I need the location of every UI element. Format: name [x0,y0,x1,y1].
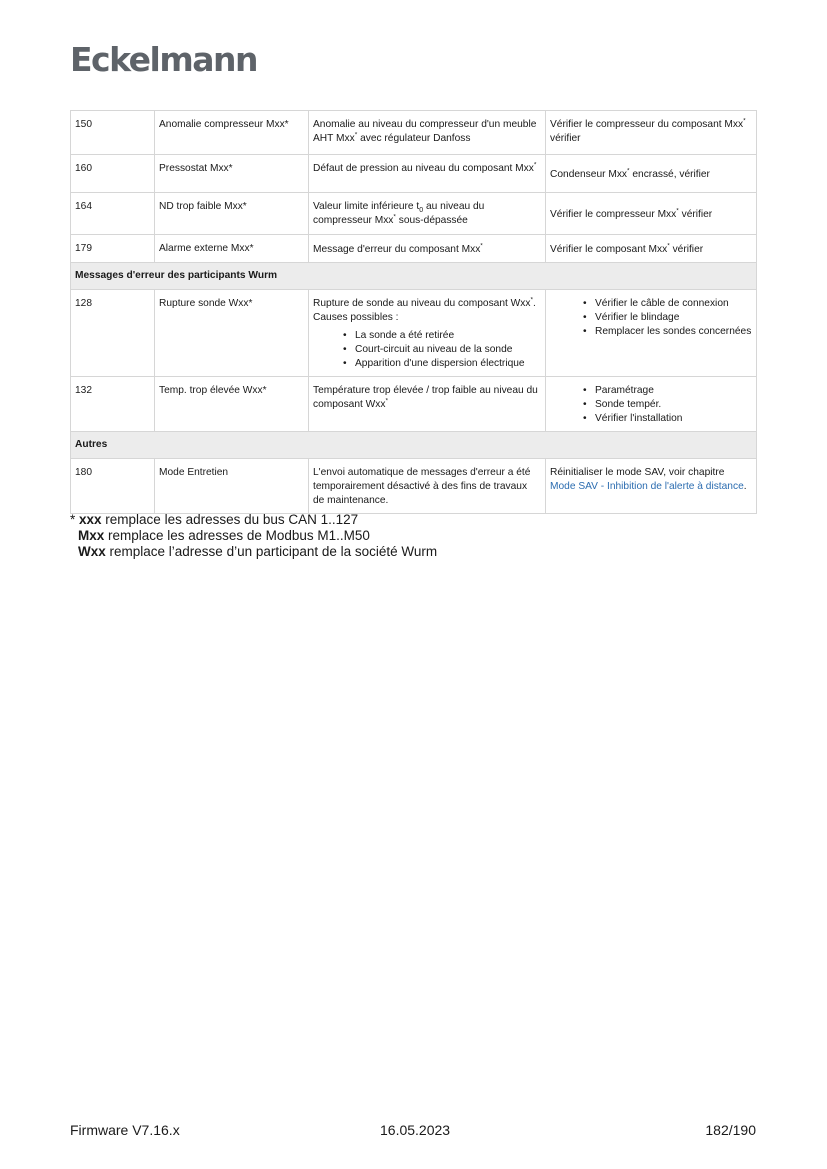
table-row [71,193,757,235]
footnote-xxx: * xxx remplace les adresses du bus CAN 1..127 [70,512,359,527]
footer-firmware: Firmware V7.16.x [70,1122,180,1138]
list-item: • Vérifier le blindage [550,311,752,325]
footer-page-number: 182/190 [705,1122,756,1138]
eckelmann-logo: Eckelmann [70,40,257,79]
list-item: • Vérifier l'installation [550,412,752,426]
list-item: • Court-circuit au niveau de la sonde [313,343,541,357]
table-row [71,377,757,432]
causes-list [313,329,541,371]
error-description: Température trop élevée / trop faible au niveau du composant Wxx* [309,377,546,432]
section-header-autres [71,432,757,459]
list-item: • Paramétrage [550,384,752,398]
error-code: 150 [71,111,155,155]
table-row [71,459,757,514]
section-header-wurm [71,263,757,290]
list-item: • Apparition d'une dispersion électrique [313,357,541,371]
error-description: Rupture de sonde au niveau du composant Wxx*. Causes possibles : • La sonde a été retirée • Court-circuit au niveau de la sonde • Apparition d'une dispersion électrique [309,290,546,377]
error-code: 164 [71,193,155,235]
error-name: Temp. trop élevée Wxx* [155,377,309,432]
error-name: Mode Entretien [155,459,309,514]
error-name: ND trop faible Mxx* [155,193,309,235]
footnote-wxx: Wxx remplace l’adresse d’un participant de la société Wurm [78,544,438,559]
error-name: Pressostat Mxx* [155,155,309,193]
error-solution [546,377,757,432]
section-title: Messages d'erreur des participants Wurm [71,263,757,290]
error-name: Alarme externe Mxx* [155,235,309,263]
table-row [71,155,757,193]
error-code: 179 [71,235,155,263]
error-solution: Vérifier le composant Mxx* vérifier [546,235,757,263]
error-solution: Vérifier le compresseur Mxx* vérifier [546,193,757,235]
footnote-mxx: Mxx remplace les adresses de Modbus M1..M50 [78,528,370,543]
table-row [71,290,757,377]
error-solution: Réinitialiser le mode SAV, voir chapitre Mode SAV - Inhibition de l'alerte à distance. [546,459,757,514]
error-code: 160 [71,155,155,193]
list-item: • Remplacer les sondes concernées [550,325,752,339]
error-name: Anomalie compresseur Mxx* [155,111,309,155]
service-mode-link[interactable]: Mode SAV - Inhibition de l'alerte à distance [550,481,744,492]
error-code: 128 [71,290,155,377]
error-code: 132 [71,377,155,432]
error-solution [546,290,757,377]
error-code: 180 [71,459,155,514]
error-messages-table [70,110,757,514]
error-description: L'envoi automatique de messages d'erreur a été temporairement désactivé à des fins de travaux de maintenance. [309,459,546,514]
list-item: • Vérifier le câble de connexion [550,297,752,311]
error-description: Message d'erreur du composant Mxx* [309,235,546,263]
list-item: • Sonde tempér. [550,398,752,412]
error-description: Anomalie au niveau du compresseur d'un meuble AHT Mxx* avec régulateur Danfoss [309,111,546,155]
section-title: Autres [71,432,757,459]
table-row [71,111,757,155]
solutions-list [550,384,752,426]
error-description: Valeur limite inférieure $t_0$ au niveau du compresseur Mxx* sous-dépassée [309,193,546,235]
table-row [71,235,757,263]
error-description: Défaut de pression au niveau du composant Mxx* [309,155,546,193]
error-name: Rupture sonde Wxx* [155,290,309,377]
footer-date: 16.05.2023 [380,1122,451,1138]
footnotes [70,512,437,560]
error-solution: Condenseur Mxx* encrassé, vérifier [546,155,757,193]
solutions-list [550,297,752,339]
list-item: • La sonde a été retirée [313,329,541,343]
error-solution: Vérifier le compresseur du composant Mxx* vérifier [546,111,757,155]
